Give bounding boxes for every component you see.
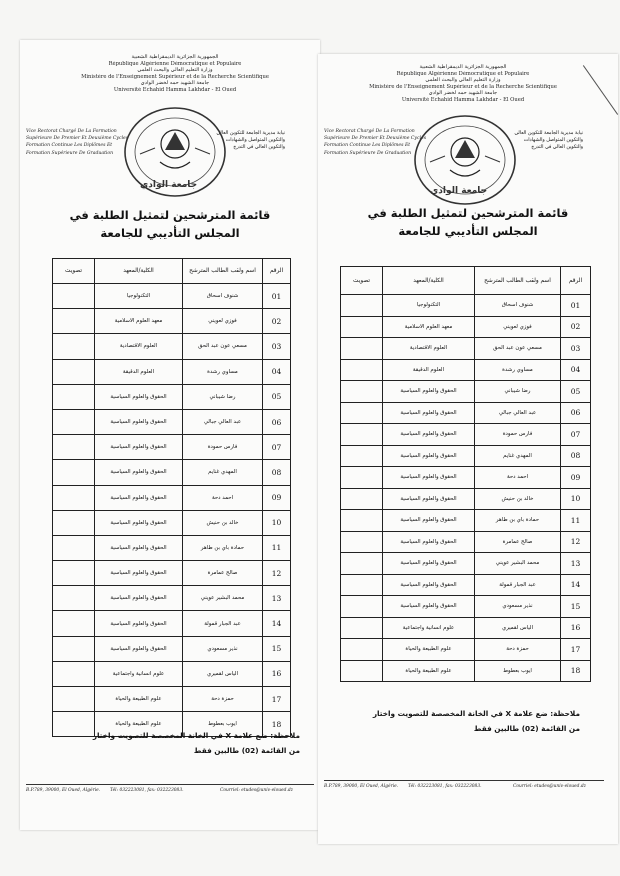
column-header-faculty: الكلية/المعهد (383, 267, 475, 295)
candidate-faculty: الحقوق والعلوم السياسية (95, 384, 183, 409)
candidate-number: 03 (263, 334, 291, 359)
vote-checkbox-cell[interactable] (341, 510, 383, 532)
footer-email: Courriel: etudes@univ-eloued.dz (513, 784, 586, 789)
header-line: Vice Rectorat Chargé De La Formation (324, 129, 415, 134)
candidate-name: حمادة باي بن طاهر (183, 535, 263, 560)
candidate-name: حمزة دحة (183, 687, 263, 712)
candidate-number: 11 (263, 535, 291, 560)
header-line: الجمهورية الجزائرية الديمقراطية الشعبية (131, 54, 219, 60)
candidate-faculty: الحقوق والعلوم السياسية (95, 636, 183, 661)
candidate-name: حمزة دحة (475, 639, 561, 661)
vote-checkbox-cell[interactable] (341, 381, 383, 403)
candidates-table (52, 258, 291, 737)
candidate-faculty: الحقوق والعلوم السياسية (383, 531, 475, 553)
candidate-number: 07 (561, 424, 591, 446)
table-row (341, 574, 591, 596)
table-row (53, 460, 291, 485)
vote-checkbox-cell[interactable] (53, 661, 95, 686)
candidate-number: 01 (263, 284, 291, 309)
vote-checkbox-cell[interactable] (53, 460, 95, 485)
candidate-name: احمد دحة (183, 485, 263, 510)
candidate-faculty: علوم الطبيعة والحياة (383, 660, 475, 682)
candidate-number: 13 (263, 586, 291, 611)
vote-checkbox-cell[interactable] (53, 334, 95, 359)
vote-checkbox-cell[interactable] (53, 561, 95, 586)
header-line: جامعة الشهيد حمه لخضر الوادي (140, 80, 210, 86)
voting-note (330, 706, 580, 736)
candidate-name: الياس لقميري (183, 661, 263, 686)
candidate-number: 09 (263, 485, 291, 510)
table-row (53, 535, 291, 560)
header-line: Supérieure De Premier Et Deuxième Cycles (324, 136, 427, 142)
header-line: نيابة مديرية الجامعة للتكوين العالي (514, 131, 583, 136)
vote-checkbox-cell[interactable] (53, 485, 95, 510)
candidate-name: فوزي لعويني (475, 316, 561, 338)
candidate-faculty: الحقوق والعلوم السياسية (95, 485, 183, 510)
candidate-number: 05 (561, 381, 591, 403)
column-header-vote: تصويت (53, 259, 95, 284)
vote-checkbox-cell[interactable] (341, 553, 383, 575)
document-sheet-right (318, 54, 618, 844)
vote-checkbox-cell[interactable] (53, 435, 95, 460)
candidate-name: مسعي عون عبد الحق (475, 338, 561, 360)
candidate-number: 10 (561, 488, 591, 510)
document-sheet-left (20, 40, 320, 830)
candidate-number: 17 (561, 639, 591, 661)
candidate-number: 02 (561, 316, 591, 338)
candidate-faculty: الحقوق والعلوم السياسية (383, 424, 475, 446)
table-row (53, 561, 291, 586)
candidate-number: 14 (263, 611, 291, 636)
candidate-faculty: علوم الطبيعة والحياة (95, 687, 183, 712)
footer-phone: Tél: 032223081, fax: 032223083. (408, 784, 482, 789)
vote-checkbox-cell[interactable] (53, 510, 95, 535)
vote-checkbox-cell[interactable] (53, 284, 95, 309)
header-line: وزارة التعليم العالي والبحث العلمي (425, 77, 501, 83)
vote-checkbox-cell[interactable] (53, 409, 95, 434)
table-row (53, 334, 291, 359)
table-row (341, 488, 591, 510)
vote-checkbox-cell[interactable] (53, 687, 95, 712)
candidate-number: 11 (561, 510, 591, 532)
candidate-faculty: الحقوق والعلوم السياسية (95, 510, 183, 535)
vote-checkbox-cell[interactable] (53, 636, 95, 661)
header-line: Formation Supérieure De Graduation (324, 150, 412, 156)
candidate-name: شنوف اسحاق (183, 284, 263, 309)
footer-divider (26, 784, 314, 785)
candidate-name: عبد الجبار قمولة (475, 574, 561, 596)
vote-checkbox-cell[interactable] (341, 488, 383, 510)
header-line: République Algérienne Démocratique et Populaire (108, 60, 242, 67)
header-line: Supérieure De Premier Et Deuxième Cycles (26, 136, 129, 142)
candidate-number: 18 (561, 660, 591, 682)
table-row (341, 445, 591, 467)
footer-divider (324, 780, 604, 781)
table-row (341, 531, 591, 553)
candidate-faculty: الحقوق والعلوم السياسية (95, 586, 183, 611)
candidate-faculty: الحقوق والعلوم السياسية (95, 611, 183, 636)
vote-checkbox-cell[interactable] (53, 586, 95, 611)
candidate-name: ايوب بعطوط (183, 712, 263, 737)
table-header-row (341, 267, 591, 295)
candidate-number: 01 (561, 295, 591, 317)
candidate-name: صالح عمامرة (183, 561, 263, 586)
vote-checkbox-cell[interactable] (341, 316, 383, 338)
candidate-number: 10 (263, 510, 291, 535)
table-row (341, 338, 591, 360)
header-line: Ministère de l'Enseignement Supérieur et de la Recherche Scientifique (81, 73, 269, 80)
candidate-faculty: علوم الطبيعة والحياة (383, 639, 475, 661)
footer-address: B.P.789, 39000, El Oued, Algérie. (26, 788, 101, 793)
note-line: من القائمة (02) طالبين فقط (193, 746, 300, 755)
column-header-name: اسم ولقب الطالب المترشح (183, 259, 263, 284)
table-row (53, 636, 291, 661)
table-row (53, 284, 291, 309)
candidate-name: مساوي رشدة (475, 359, 561, 381)
header-line: Université Echahid Hamma Lakhdar - El Oued (401, 96, 525, 103)
table-row (341, 381, 591, 403)
candidate-faculty: العلوم الدقيقة (95, 359, 183, 384)
table-row (53, 485, 291, 510)
candidate-faculty: الحقوق والعلوم السياسية (95, 409, 183, 434)
candidate-name: المهدي غنايم (183, 460, 263, 485)
candidate-faculty: العلوم الاقتصادية (383, 338, 475, 360)
vote-checkbox-cell[interactable] (341, 295, 383, 317)
header-line: Formation Continue Les Diplômes Et (26, 143, 113, 149)
candidate-faculty: الحقوق والعلوم السياسية (383, 596, 475, 618)
candidate-number: 04 (263, 359, 291, 384)
candidate-faculty: معهد العلوم الاسلامية (383, 316, 475, 338)
candidate-faculty: الحقوق والعلوم السياسية (383, 553, 475, 575)
candidate-name: فارس حمودة (475, 424, 561, 446)
table-row (341, 639, 591, 661)
candidate-name: الياس لقميري (475, 617, 561, 639)
column-header-name: اسم ولقب الطالب المترشح (475, 267, 561, 295)
candidate-faculty: علوم الطبيعة والحياة (95, 712, 183, 737)
candidate-number: 16 (263, 661, 291, 686)
table-row (341, 467, 591, 489)
candidate-name: نذير مسعودي (475, 596, 561, 618)
vote-checkbox-cell[interactable] (341, 660, 383, 682)
header-line: والتكوين العالي في التدرج (233, 145, 285, 151)
candidate-name: حمادة باي بن طاهر (475, 510, 561, 532)
candidate-number: 05 (263, 384, 291, 409)
voting-note (50, 728, 300, 758)
candidate-faculty: علوم انسانية واجتماعية (95, 661, 183, 686)
vote-checkbox-cell[interactable] (341, 531, 383, 553)
candidate-faculty: الحقوق والعلوم السياسية (383, 381, 475, 403)
note-line: ملاحظة: ضع علامة X في الخانة المخصصة للتصويت واختار (92, 731, 300, 740)
candidate-faculty: التكنولوجيا (95, 284, 183, 309)
candidate-name: نذير مسعودي (183, 636, 263, 661)
table-row (53, 586, 291, 611)
candidate-number: 03 (561, 338, 591, 360)
candidate-number: 16 (561, 617, 591, 639)
candidate-name: عبد العالي جبالي (183, 409, 263, 434)
note-line: ملاحظة: ضع علامة X في الخانة المخصصة للتصويت واختار (372, 709, 580, 718)
candidate-name: مساوي رشدة (183, 359, 263, 384)
candidate-number: 09 (561, 467, 591, 489)
candidate-name: رضا شيباني (475, 381, 561, 403)
table-row (53, 309, 291, 334)
seal-label: جامعة الوادي (430, 186, 488, 196)
candidate-name: عبد الجبار قمولة (183, 611, 263, 636)
candidate-number: 04 (561, 359, 591, 381)
candidate-name: صالح عمامرة (475, 531, 561, 553)
candidate-number: 14 (561, 574, 591, 596)
candidate-faculty: الحقوق والعلوم السياسية (95, 435, 183, 460)
candidate-name: خالد بن حنيش (183, 510, 263, 535)
candidate-number: 06 (263, 409, 291, 434)
vote-checkbox-cell[interactable] (53, 309, 95, 334)
table-row (53, 510, 291, 535)
header-line: جامعة الشهيد حمه لخضر الوادي (428, 90, 498, 96)
candidate-faculty: التكنولوجيا (383, 295, 475, 317)
footer-address: B.P.789, 39000, El Oued, Algérie. (324, 784, 399, 789)
header-line: والتكوين المتواصل والشهادات (523, 138, 583, 144)
candidate-number: 08 (263, 460, 291, 485)
title-line: قائمة المترشحين لتمثيل الطلبة في (367, 206, 569, 220)
candidate-faculty: الحقوق والعلوم السياسية (383, 510, 475, 532)
table-row (341, 660, 591, 682)
candidate-number: 06 (561, 402, 591, 424)
candidate-number: 02 (263, 309, 291, 334)
vote-checkbox-cell[interactable] (341, 338, 383, 360)
candidate-number: 13 (561, 553, 591, 575)
candidate-number: 12 (561, 531, 591, 553)
document-title (60, 206, 280, 242)
table-row (53, 687, 291, 712)
header-line: République Algérienne Démocratique et Populaire (396, 70, 530, 77)
header-line: وزارة التعليم العالي والبحث العلمي (137, 67, 213, 73)
candidate-faculty: الحقوق والعلوم السياسية (95, 535, 183, 560)
table-header-row (53, 259, 291, 284)
table-row (53, 611, 291, 636)
vote-checkbox-cell[interactable] (341, 639, 383, 661)
header-line: والتكوين المتواصل والشهادات (225, 138, 285, 144)
title-line: المجلس التأديبي للجامعة (100, 226, 240, 240)
candidate-faculty: الحقوق والعلوم السياسية (383, 402, 475, 424)
vote-checkbox-cell[interactable] (341, 467, 383, 489)
table-row (341, 295, 591, 317)
header-institution (80, 54, 270, 93)
header-line: والتكوين العالي في التدرج (531, 145, 583, 151)
candidate-name: فوزي لعويني (183, 309, 263, 334)
candidate-number: 15 (263, 636, 291, 661)
table-row (341, 617, 591, 639)
vote-checkbox-cell[interactable] (341, 445, 383, 467)
table-row (53, 359, 291, 384)
candidate-name: محمد البشير عويني (183, 586, 263, 611)
candidate-faculty: الحقوق والعلوم السياسية (383, 488, 475, 510)
candidate-faculty: الحقوق والعلوم السياسية (383, 467, 475, 489)
candidate-number: 08 (561, 445, 591, 467)
column-header-number: الرقم (561, 267, 591, 295)
vote-checkbox-cell[interactable] (53, 535, 95, 560)
candidate-name: احمد دحة (475, 467, 561, 489)
footer-phone: Tél: 032223081, fax: 032223083. (110, 788, 184, 793)
table-row (341, 316, 591, 338)
candidate-faculty: علوم انسانية واجتماعية (383, 617, 475, 639)
candidate-faculty: معهد العلوم الاسلامية (95, 309, 183, 334)
table-row (341, 359, 591, 381)
table-row (53, 661, 291, 686)
header-line: نيابة مديرية الجامعة للتكوين العالي (216, 131, 285, 136)
vote-checkbox-cell[interactable] (341, 574, 383, 596)
candidate-name: المهدي غنايم (475, 445, 561, 467)
table-row (341, 424, 591, 446)
vote-checkbox-cell[interactable] (341, 596, 383, 618)
vote-checkbox-cell[interactable] (341, 359, 383, 381)
candidate-name: عبد العالي جبالي (475, 402, 561, 424)
vote-checkbox-cell[interactable] (341, 617, 383, 639)
title-line: قائمة المترشحين لتمثيل الطلبة في (69, 208, 271, 222)
header-line: الجمهورية الجزائرية الديمقراطية الشعبية (419, 64, 507, 70)
vote-checkbox-cell[interactable] (53, 611, 95, 636)
candidate-name: رضا شيباني (183, 384, 263, 409)
vote-checkbox-cell[interactable] (341, 424, 383, 446)
table-row (53, 409, 291, 434)
document-title (358, 204, 578, 240)
candidate-faculty: العلوم الاقتصادية (95, 334, 183, 359)
candidates-table (340, 266, 591, 682)
candidate-name: شنوف اسحاق (475, 295, 561, 317)
candidate-number: 18 (263, 712, 291, 737)
header-institution (368, 64, 558, 103)
candidate-number: 17 (263, 687, 291, 712)
table-row (341, 402, 591, 424)
column-header-faculty: الكلية/المعهد (95, 259, 183, 284)
candidate-name: محمد البشير عويني (475, 553, 561, 575)
candidate-name: ايوب بعطوط (475, 660, 561, 682)
header-line: Université Echahid Hamma Lakhdar - El Oued (113, 86, 237, 93)
header-line: Formation Continue Les Diplômes Et (324, 143, 411, 149)
candidate-faculty: الحقوق والعلوم السياسية (383, 574, 475, 596)
table-row (53, 384, 291, 409)
candidate-name: مسعي عون عبد الحق (183, 334, 263, 359)
header-line: Vice Rectorat Chargé De La Formation (26, 129, 117, 134)
column-header-vote: تصويت (341, 267, 383, 295)
column-header-number: الرقم (263, 259, 291, 284)
candidate-faculty: الحقوق والعلوم السياسية (95, 460, 183, 485)
vote-checkbox-cell[interactable] (53, 359, 95, 384)
vote-checkbox-cell[interactable] (341, 402, 383, 424)
note-line: من القائمة (02) طالبين فقط (473, 724, 580, 733)
header-line: Ministère de l'Enseignement Supérieur et de la Recherche Scientifique (369, 83, 557, 90)
candidate-faculty: الحقوق والعلوم السياسية (95, 561, 183, 586)
vote-checkbox-cell[interactable] (53, 384, 95, 409)
candidate-number: 15 (561, 596, 591, 618)
table-row (53, 435, 291, 460)
candidate-number: 12 (263, 561, 291, 586)
table-row (341, 510, 591, 532)
candidate-faculty: الحقوق والعلوم السياسية (383, 445, 475, 467)
seal-label: جامعة الوادي (140, 180, 198, 190)
table-row (341, 596, 591, 618)
header-line: Formation Supérieure De Graduation (26, 150, 114, 156)
candidate-faculty: العلوم الدقيقة (383, 359, 475, 381)
footer-email: Courriel: etudes@univ-eloued.dz (220, 788, 293, 793)
table-row (341, 553, 591, 575)
candidate-number: 07 (263, 435, 291, 460)
candidate-name: فارس حمودة (183, 435, 263, 460)
title-line: المجلس التأديبي للجامعة (398, 224, 538, 238)
candidate-name: خالد بن حنيش (475, 488, 561, 510)
